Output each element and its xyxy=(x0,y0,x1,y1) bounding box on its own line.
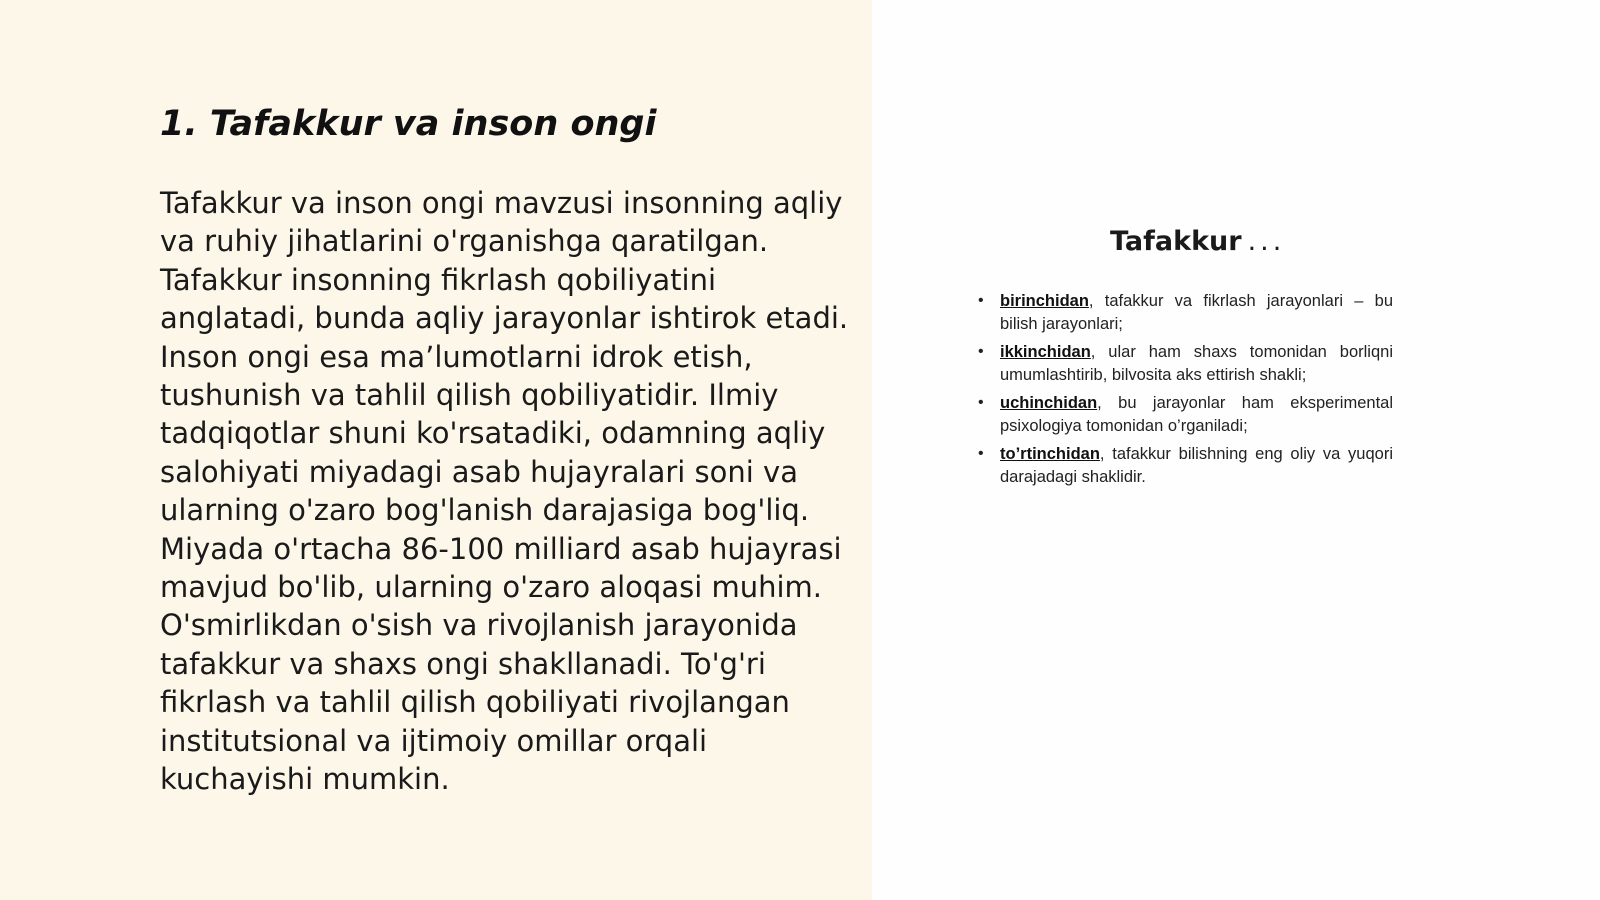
body-paragraph: Tafakkur va inson ongi mavzusi insonning aqliy va ruhiy jihatlarini o'rganishga qaratilgan. Tafakkur insonning fikrlash qobiliyatini anglatadi, bunda aqliy jarayonlar ishtirok etadi. Inson ongi esa ma’lumotlarni idrok etish, tushunish va tahlil qilish qobiliyatidir. Ilmiy tadqiqotlar shuni ko'rsatadiki, odamning aqliy salohiyati miyadagi asab hujayralari soni va ularning o'zaro bog'lanish darajasiga bog'liq. Miyada o'rtacha 86-100 milliard asab hujayrasi mavjud bo'lib, ularning o'zaro aloqasi muhim. O'smirlikdan o'sish va rivojlanish jarayonida tafakkur va shaxs ongi shakllanadi. To'g'ri fikrlash va tahlil qilish qobiliyati rivojlangan institutsional va ijtimoiy omillar orqali kuchayishi mumkin. xyxy=(160,186,849,797)
bullet-icon: • xyxy=(978,292,984,309)
list-item-text: , bu jarayonlar ham eksperimental psixologiya tomonidan o’rganiladi; xyxy=(1000,394,1393,435)
bullet-icon: • xyxy=(978,445,984,462)
list-item-key: ikkinchidan xyxy=(1000,343,1091,361)
image-heading-ellipsis: ... xyxy=(1247,226,1286,257)
image-heading-word: Tafakkur xyxy=(1110,226,1242,257)
list-item xyxy=(978,392,1393,437)
list-item-key: birinchidan xyxy=(1000,292,1089,310)
slide-title: 1. Tafakkur va inson ongi xyxy=(160,104,657,144)
list-item-key: to’rtinchidan xyxy=(1000,445,1100,463)
tafakkur-image xyxy=(960,218,1420,508)
image-bullet-list xyxy=(978,290,1393,494)
list-item-text: , ular ham shaxs tomonidan borliqni umumlashtirib, bilvosita aks ettirish shakli; xyxy=(1000,343,1393,384)
list-item xyxy=(978,443,1393,488)
list-item-text: , tafakkur va fikrlash jarayonlari – bu bilish jarayonlari; xyxy=(1000,292,1393,333)
list-item-text: , tafakkur bilishning eng oliy va yuqori darajadagi shaklidir. xyxy=(1000,445,1393,486)
list-item xyxy=(978,290,1393,335)
image-heading xyxy=(1110,226,1285,257)
list-item-key: uchinchidan xyxy=(1000,394,1098,412)
list-item xyxy=(978,341,1393,386)
bullet-icon: • xyxy=(978,343,984,360)
bullet-icon: • xyxy=(978,394,984,411)
